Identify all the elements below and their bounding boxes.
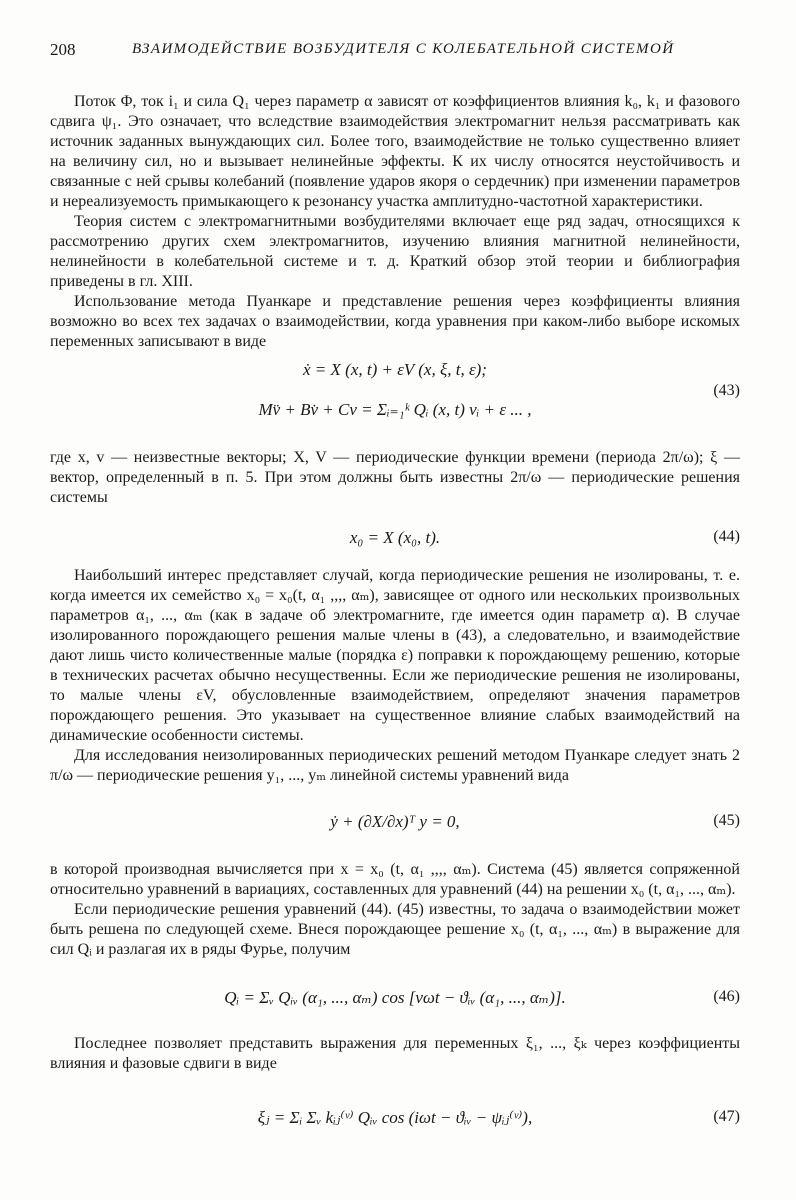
paragraph: Теория систем с электромагнитными возбудителями включает еще ряд задач, относящихся к рассмотрению других схем электромагнитов, изучению влияния магнитной нелинейности, нелинейности в колебательной системе и т. д. Краткий обзор этой теории и библиография приведены в гл. XIII. (50, 213, 740, 290)
page-header (50, 40, 740, 70)
paragraph: где x, v — неизвестные векторы; X, V — периодические функции времени (периода 2π/ω); ξ — вектор, определенный в п. 5. При этом должны быть известны 2π/ω — периодические решения системы (50, 449, 740, 506)
equation-46-formula: Qᵢ = Σᵥ Qᵢᵥ (α₁, ..., αₘ) cos [νωt − ϑᵢᵥ (α₁, ..., αₘ)]. (224, 988, 566, 1007)
equation-45 (50, 786, 740, 860)
paragraph: Для исследования неизолированных периодических решений методом Пуанкаре следует знать 2 π/ω — периодические решения y₁, ..., yₘ линейной системы уравнений вида (50, 747, 740, 784)
equation-number: (44) (713, 528, 740, 545)
equation-46 (50, 960, 740, 1034)
equation-number: (47) (713, 1108, 740, 1125)
equation-number: (45) (713, 812, 740, 829)
equation-43-line-1: ẋ = X (x, t) + εV (x, ξ, t, ε); (303, 360, 487, 379)
equation-43-line-2: Mv̈ + Bv̇ + Cv = Σᵢ₌₁ᵏ Qᵢ (x, t) vᵢ + ε ... , (258, 400, 532, 419)
paragraph: Использование метода Пуанкаре и представление решения через коэффициенты влияния возможно во всех тех задачах о взаимодействии, когда уравнения при каком-либо выборе искомых переменных записывают в виде (50, 293, 740, 350)
equation-43 (50, 360, 740, 442)
equation-45-formula: ẏ + (∂X/∂x)ᵀ y = 0, (330, 812, 460, 831)
equation-number: (43) (713, 382, 740, 399)
page-number: 208 (50, 40, 76, 59)
paragraph: в которой производная вычисляется при x = x₀ (t, α₁ ,,,, αₘ). Система (45) является сопряженной относительно уравнений в вариациях, составленных для уравнений (44) на решении x₀ (t, α₁, ..., αₘ). (50, 861, 740, 898)
equation-47 (50, 1074, 740, 1154)
equation-44 (50, 508, 740, 566)
page-body (50, 92, 740, 1154)
paragraph: Наибольший интерес представляет случай, когда периодические решения не изолированы, т. е. когда имеется их семейство x₀ = x₀(t, α₁ ,,,, αₘ), зависящее от одного или нескольких произвольных параметров α₁, ..., αₘ (как в задаче об электромагните, где имеется один параметр α). В случае изолированного порождающего решения малые члены в (43), а следовательно, и взаимодействие дают лишь чисто количественные малые (порядка ε) поправки к порождающему решению, которые в технических расчетах обычно несущественны. Если же периодические решения не изолированы, то малые члены εV, обусловленные взаимодействием, определяют значения параметров порождающего решения. Это указывает на существенное влияние слабых взаимодействий на динамические особенности системы. (50, 567, 740, 744)
equation-44-formula: x₀ = X (x₀, t). (349, 528, 441, 547)
paragraph: Поток Φ, ток i₁ и сила Q₁ через параметр α зависят от коэффициентов влияния k₀, k₁ и фазового сдвига ψ₁. Это означает, что вследствие взаимодействия электромагнит нельзя рассматривать как источник заданных вынуждающих сил. Более того, взаимодействие не только существенно влияет на величину сил, но и вызывает нелинейные эффекты. К их числу относятся неустойчивость и связанные с ней срывы колебаний (появление ударов якоря о сердечник) при изменении параметров и нереализуемость примыкающего к резонансу участка амплитудно-частотной характеристики. (50, 93, 740, 210)
equation-number: (46) (713, 988, 740, 1005)
paragraph: Если периодические решения уравнений (44). (45) известны, то задача о взаимодействии может быть решена по следующей схеме. Внеся порождающее решение x₀ (t, α₁, ..., αₘ) в выражение для сил Qᵢ и разлагая их в ряды Фурье, получим (50, 901, 740, 958)
running-title: ВЗАИМОДЕЙСТВИЕ ВОЗБУДИТЕЛЯ С КОЛЕБАТЕЛЬНОЙ СИСТЕМОЙ (132, 41, 675, 57)
paragraph: Последнее позволяет представить выражения для переменных ξ₁, ..., ξₖ через коэффициенты влияния и фазовые сдвиги в виде (50, 1035, 740, 1072)
equation-47-formula: ξⱼ = Σᵢ Σᵥ kᵢⱼ⁽ᵛ⁾ Qᵢᵥ cos (iωt − ϑᵢᵥ − ψᵢⱼ⁽ᵛ⁾), (257, 1108, 533, 1127)
